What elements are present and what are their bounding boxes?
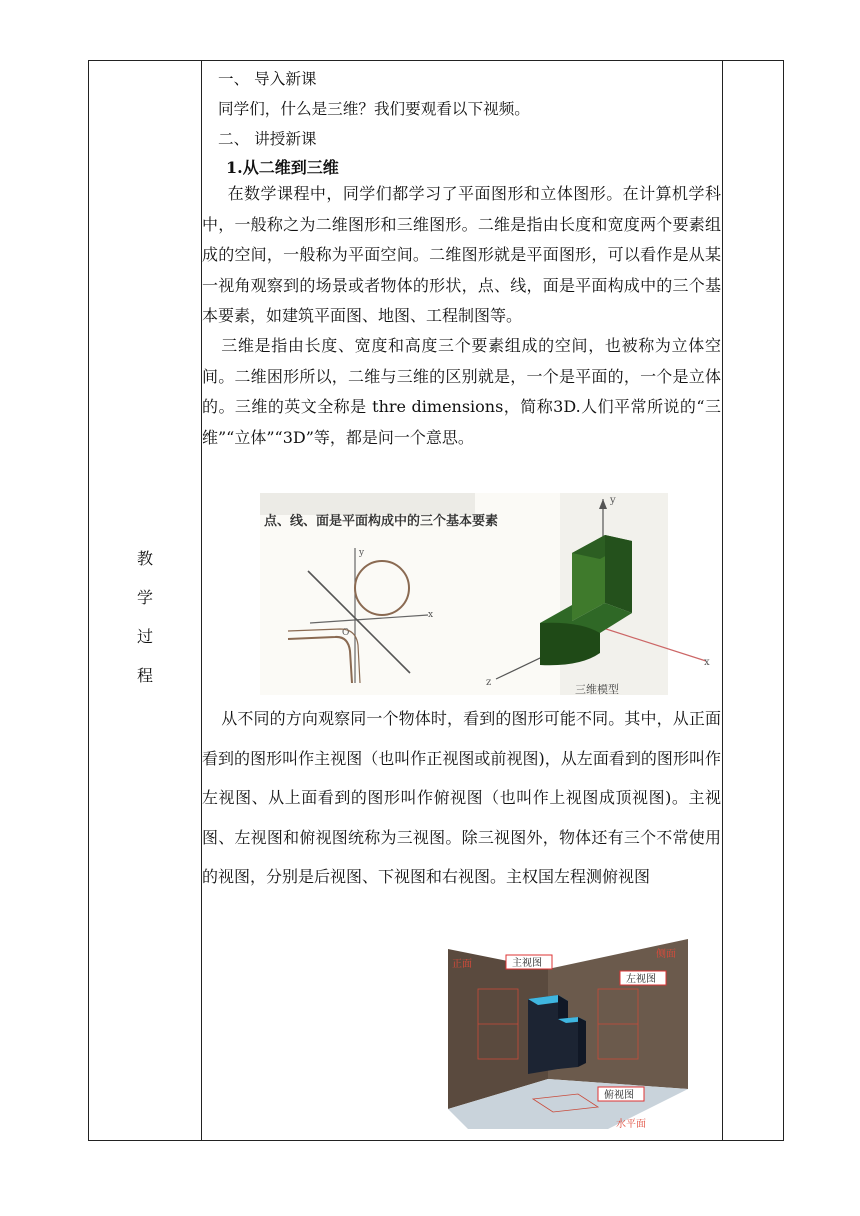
svg-text:正面: 正面 <box>452 959 472 970</box>
label-char: 学 <box>136 588 153 607</box>
teaching-process-label <box>135 539 155 695</box>
lesson-table <box>88 60 784 1141</box>
label-char: 教 <box>136 549 153 568</box>
svg-text:y: y <box>610 495 616 506</box>
svg-text:左视图: 左视图 <box>626 974 656 985</box>
svg-text:俯视图: 俯视图 <box>604 1090 634 1101</box>
svg-text:x: x <box>704 657 710 668</box>
paragraph-3d: 三维是指由长度、宽度和高度三个要素组成的空间，也被称为立体空间。二维困形所以，二维与三维的区别就是，一个是平面的，一个是立体的。三维的英文全称是 thre dimensions，简称3D.人们平常所说的“三维”“立体”“3D”等，都是问一个意思。 <box>202 336 721 447</box>
intro-text: 同学们，什么是三维？我们要观看以下视频。 <box>218 100 530 118</box>
svg-text:y: y <box>359 548 365 558</box>
svg-text:水平面: 水平面 <box>616 1119 646 1130</box>
section-heading-intro: 一、 导入新课 <box>218 70 317 88</box>
svg-text:x: x <box>428 610 434 620</box>
label-char: 过 <box>136 627 153 646</box>
svg-text:三维模型: 三维模型 <box>575 683 619 696</box>
subsection-heading: 1.从二维到三维 <box>226 158 339 177</box>
figure-caption-top: 点、线、面是平面构成中的三个基本要素 <box>264 514 499 529</box>
paragraph-2d: 在数学课程中，同学们都学习了平面图形和立体图形。在计算机学科中，一般称之为二维图形和三维图形。二维是指由长度和宽度两个要素组成的空间，一般称为平面空间。二维图形就是平面图形，可以看作是从某一视角观察到的场景或者物体的形状，点、线，面是平面构成中的三个基本要素，如建筑平面图、地图、工程制图等。 <box>202 184 721 325</box>
label-char: 程 <box>136 666 153 685</box>
paragraph-views: 从不同的方向观察同一个物体时，看到的图形可能不同。其中，从正面看到的图形叫作主视图（也叫作正视图或前视图)，从左面看到的图形叫作左视图、从上面看到的图形叫作俯视图（也叫作上视图成顶视图)。主视图、左视图和俯视图统称为三视图。除三视图外，物体还有三个不常使用的视图，分别是后视图、下视图和右视图。主权国左程测俯视图 <box>202 709 721 886</box>
figure-three-views <box>438 929 700 1135</box>
svg-text:O: O <box>342 628 350 638</box>
svg-text:侧面: 侧面 <box>656 949 676 960</box>
column-divider <box>722 61 723 1140</box>
figure-2d-3d <box>260 493 710 696</box>
svg-text:z: z <box>486 677 492 688</box>
section-heading-new: 二、 讲授新课 <box>218 130 317 148</box>
svg-text:主视图: 主视图 <box>512 958 542 969</box>
label-cell <box>89 61 201 1140</box>
